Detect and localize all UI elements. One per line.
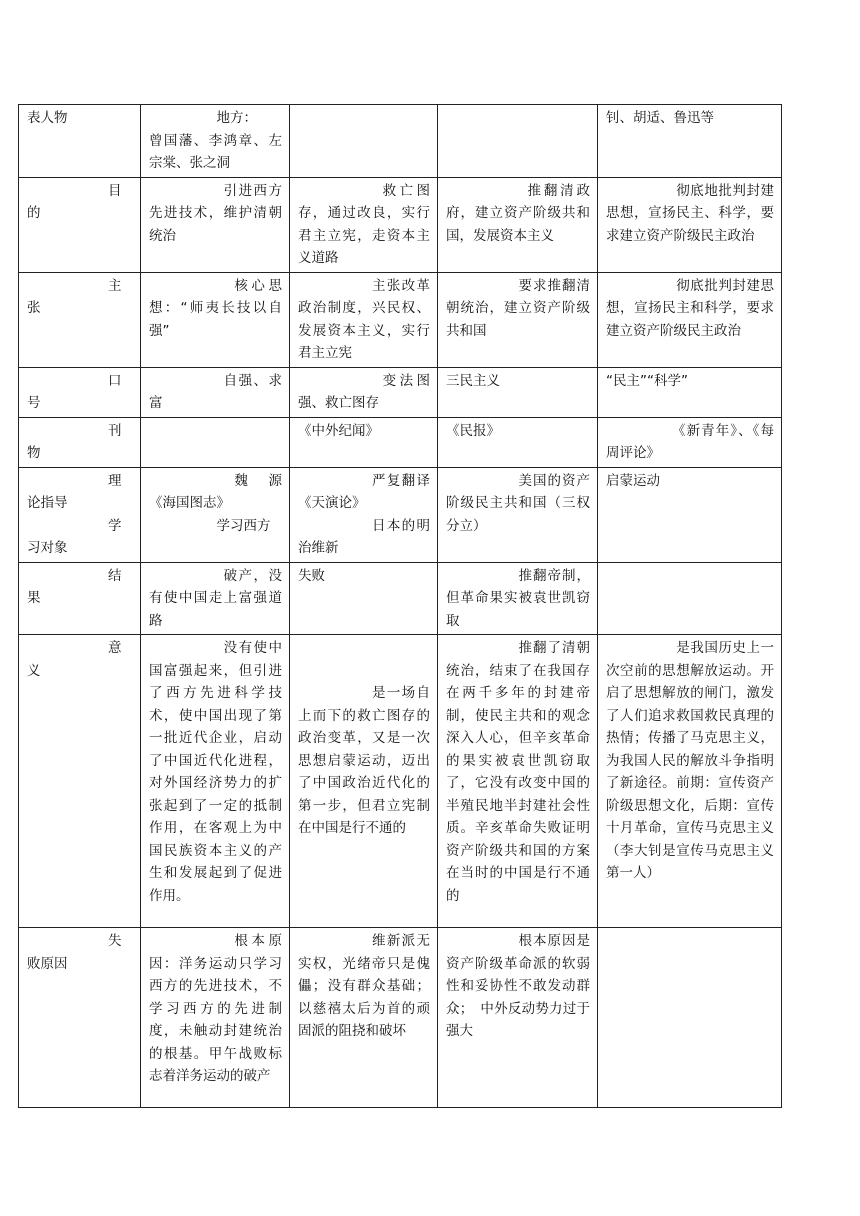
cell-revolution: 推翻了清朝统治，结束了在我国存在两千多年的封建帝制，使民主共和的观念深入人心，但辛亥革命的果实被袁世凯窃取了，它没有改变中国的半殖民地半封建社会性质。辛亥革命失败证明资产阶级共和国的方案在当时的中国是行不通的 [438, 635, 598, 928]
cell-reform [290, 105, 438, 178]
table-row [19, 367, 782, 417]
row-label: 失 败原因 [19, 928, 141, 1108]
cell-reform: 主张改革政治制度，兴民权、发展资本主义，实行君主立宪 [290, 272, 438, 367]
cell-new-culture: “民主”“科学” [598, 367, 782, 417]
cell-reform: 变法图强、救亡图存 [290, 367, 438, 417]
cell-new-culture: 是我国历史上一次空前的思想解放运动。开启了思想解放的闸门，激发了人们追求救国救民真理的热情；传播了马克思主义，为我国人民的解放斗争指明了新途径。前期：宣传资产阶级思想文化，后期：宣传十月革命，宣传马克思主义（李大钊是宣传马克思主义第一人） [598, 635, 782, 928]
cell-reform: 救亡图存，通过改良，实行君主立宪，走资本主义道路 [290, 177, 438, 272]
comparison-table [18, 104, 782, 1108]
row-label: 刊 物 [19, 417, 141, 467]
row-label: 理 论指导 学 习对象 [19, 467, 141, 562]
table-row [19, 105, 782, 178]
cell-new-culture: 《新青年》、《每周评论》 [598, 417, 782, 467]
cell-reform: 维新派无实权，光绪帝只是傀儡；没有群众基础；以慈禧太后为首的顽固派的阻挠和破坏 [290, 928, 438, 1108]
cell-reform: 是一场自上而下的救亡图存的政治变革，又是一次思想启蒙运动，迈出了中国政治近代化的第一步，但君立宪制在中国是行不通的 [290, 635, 438, 928]
cell-revolution: 美国的资产阶级民主共和国（三权分立） [438, 467, 598, 562]
cell-reform: 严复翻译《天演论》 日本的明治维新 [290, 467, 438, 562]
cell-revolution: 推翻清政府，建立资产阶级共和国，发展资本主义 [438, 177, 598, 272]
row-label: 主 张 [19, 272, 141, 367]
table-row [19, 928, 782, 1108]
cell-revolution: 推翻帝制，但革命果实被袁世凯窃取 [438, 562, 598, 635]
row-label: 表人物 [19, 105, 141, 178]
cell-revolution [438, 105, 598, 178]
cell-westernization: 地方： 曾国藩、李鸿章、左宗棠、张之洞 [141, 105, 290, 178]
cell-reform: 失败 [290, 562, 438, 635]
cell-new-culture: 彻底地批判封建思想，宣扬民主、科学，要求建立资产阶级民主政治 [598, 177, 782, 272]
cell-westernization: 自强、求富 [141, 367, 290, 417]
row-label: 意 义 [19, 635, 141, 928]
cell-new-culture [598, 928, 782, 1108]
table-row [19, 417, 782, 467]
row-label: 口 号 [19, 367, 141, 417]
cell-westernization: 引进西方先进技术，维护清朝统治 [141, 177, 290, 272]
table-row [19, 177, 782, 272]
cell-revolution: 《民报》 [438, 417, 598, 467]
cell-reform: 《中外纪闻》 [290, 417, 438, 467]
row-label: 结 果 [19, 562, 141, 635]
cell-revolution: 要求推翻清朝统治，建立资产阶级共和国 [438, 272, 598, 367]
cell-new-culture: 彻底批判封建思想，宣扬民主和科学，要求建立资产阶级民主政治 [598, 272, 782, 367]
table-row [19, 635, 782, 928]
cell-westernization: 核心思想：“师夷长技以自强” [141, 272, 290, 367]
cell-revolution: 根本原因是资产阶级革命派的软弱性和妥协性不敢发动群众； 中外反动势力过于强大 [438, 928, 598, 1108]
table-row [19, 562, 782, 635]
table-row [19, 467, 782, 562]
cell-westernization: 破产，没有使中国走上富强道路 [141, 562, 290, 635]
table-row [19, 272, 782, 367]
cell-new-culture [598, 562, 782, 635]
cell-westernization: 魏 源《海国图志》 学习西方 [141, 467, 290, 562]
cell-westernization: 根本原因：洋务运动只学习西方的先进技术，不学习西方的先进制度，未触动封建统治的根基。甲午战败标志着洋务运动的破产 [141, 928, 290, 1108]
cell-new-culture: 启蒙运动 [598, 467, 782, 562]
cell-new-culture: 钊、胡适、鲁迅等 [598, 105, 782, 178]
cell-revolution: 三民主义 [438, 367, 598, 417]
row-label: 目 的 [19, 177, 141, 272]
cell-westernization: 没有使中国富强起来，但引进了西方先进科学技术，使中国出现了第一批近代企业，启动了中国近代化进程，对外国经济势力的扩张起到了一定的抵制作用，在客观上为中国民族资本主义的产生和发展起到了促进作用。 [141, 635, 290, 928]
cell-westernization [141, 417, 290, 467]
